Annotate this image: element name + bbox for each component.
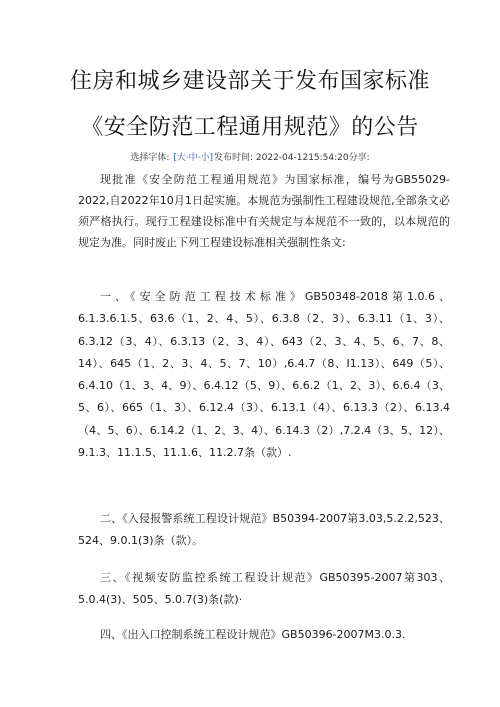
repeal-item-text: 三、《视频安防监控系统工程设计规范》GB50395-2007第303、5.0.4(3)、505、5.0.7(3)条(款)· bbox=[78, 571, 450, 606]
font-select-label: 选择字体: bbox=[130, 153, 170, 163]
repeal-item-2 bbox=[78, 508, 450, 552]
intro-paragraph bbox=[78, 169, 450, 253]
page-title-line-1: 住房和城乡建设部关于发布国家标准 bbox=[69, 69, 430, 94]
intro-text: 现批准《安全防范工程通用规范》为国家标准，编号为GB55029-2022,自2022年10月1日起实施。本规范为强制性工程建设规范,全部条文必须严格执行。现行工程建设标准中有关规定与本规范不一致的，以本规范的规定为准。同时废止下列工程建设标准相关强制性条文: bbox=[78, 173, 450, 249]
page-title-line-2: 《安全防范工程通用规范》的公告 bbox=[81, 115, 419, 140]
publish-meta bbox=[0, 150, 500, 163]
font-size-selector[interactable]: [大·中·小] bbox=[173, 153, 213, 163]
repeal-item-3 bbox=[78, 567, 450, 611]
repeal-item-4 bbox=[78, 624, 450, 646]
repeal-item-text: 一、《安全防范工程技术标准》GB50348-2018第1.0.6、6.1.3.6.1.5、63.6（1、2、4、5）、6.3.8（2、3）、6.3.11（1、3）、6.3.12（3、4）、6.3.13（2、3、4）、643（2、3、4、5、6、7、8、14）、645（1、2、3、4、5、7、10）,6.4.7（8、I1.13）、649（5）、6.4.10（1、3、4、9）、6.4.12（5、9）、6.6.2（1、2、3）、6.6.4（3、5、6）、665（1、3）、6.12.4（3）、6.13.1（4）、6.13.3（2）、6.13.4（4、5、6）、6.14.2（1、2、3、4）、6.14.3（2）,7.2.4（3、5、12）、9.1.3、11.1.5、11.1.6、11.2.7条（款）. bbox=[78, 290, 450, 460]
repeal-item-text: 二、《入侵报警系统工程设计规范》B50394-2007第3.03,5.2.2,523、524、9.0.1(3)条（款）。 bbox=[78, 512, 450, 547]
repeal-item-text: 四、《出入口控制系统工程设计规范》GB50396-2007M3.0.3. bbox=[100, 628, 406, 641]
repeal-item-1 bbox=[78, 286, 450, 464]
publish-date: 发布时间: 2022-04-1215:54:20分享: bbox=[214, 153, 370, 163]
